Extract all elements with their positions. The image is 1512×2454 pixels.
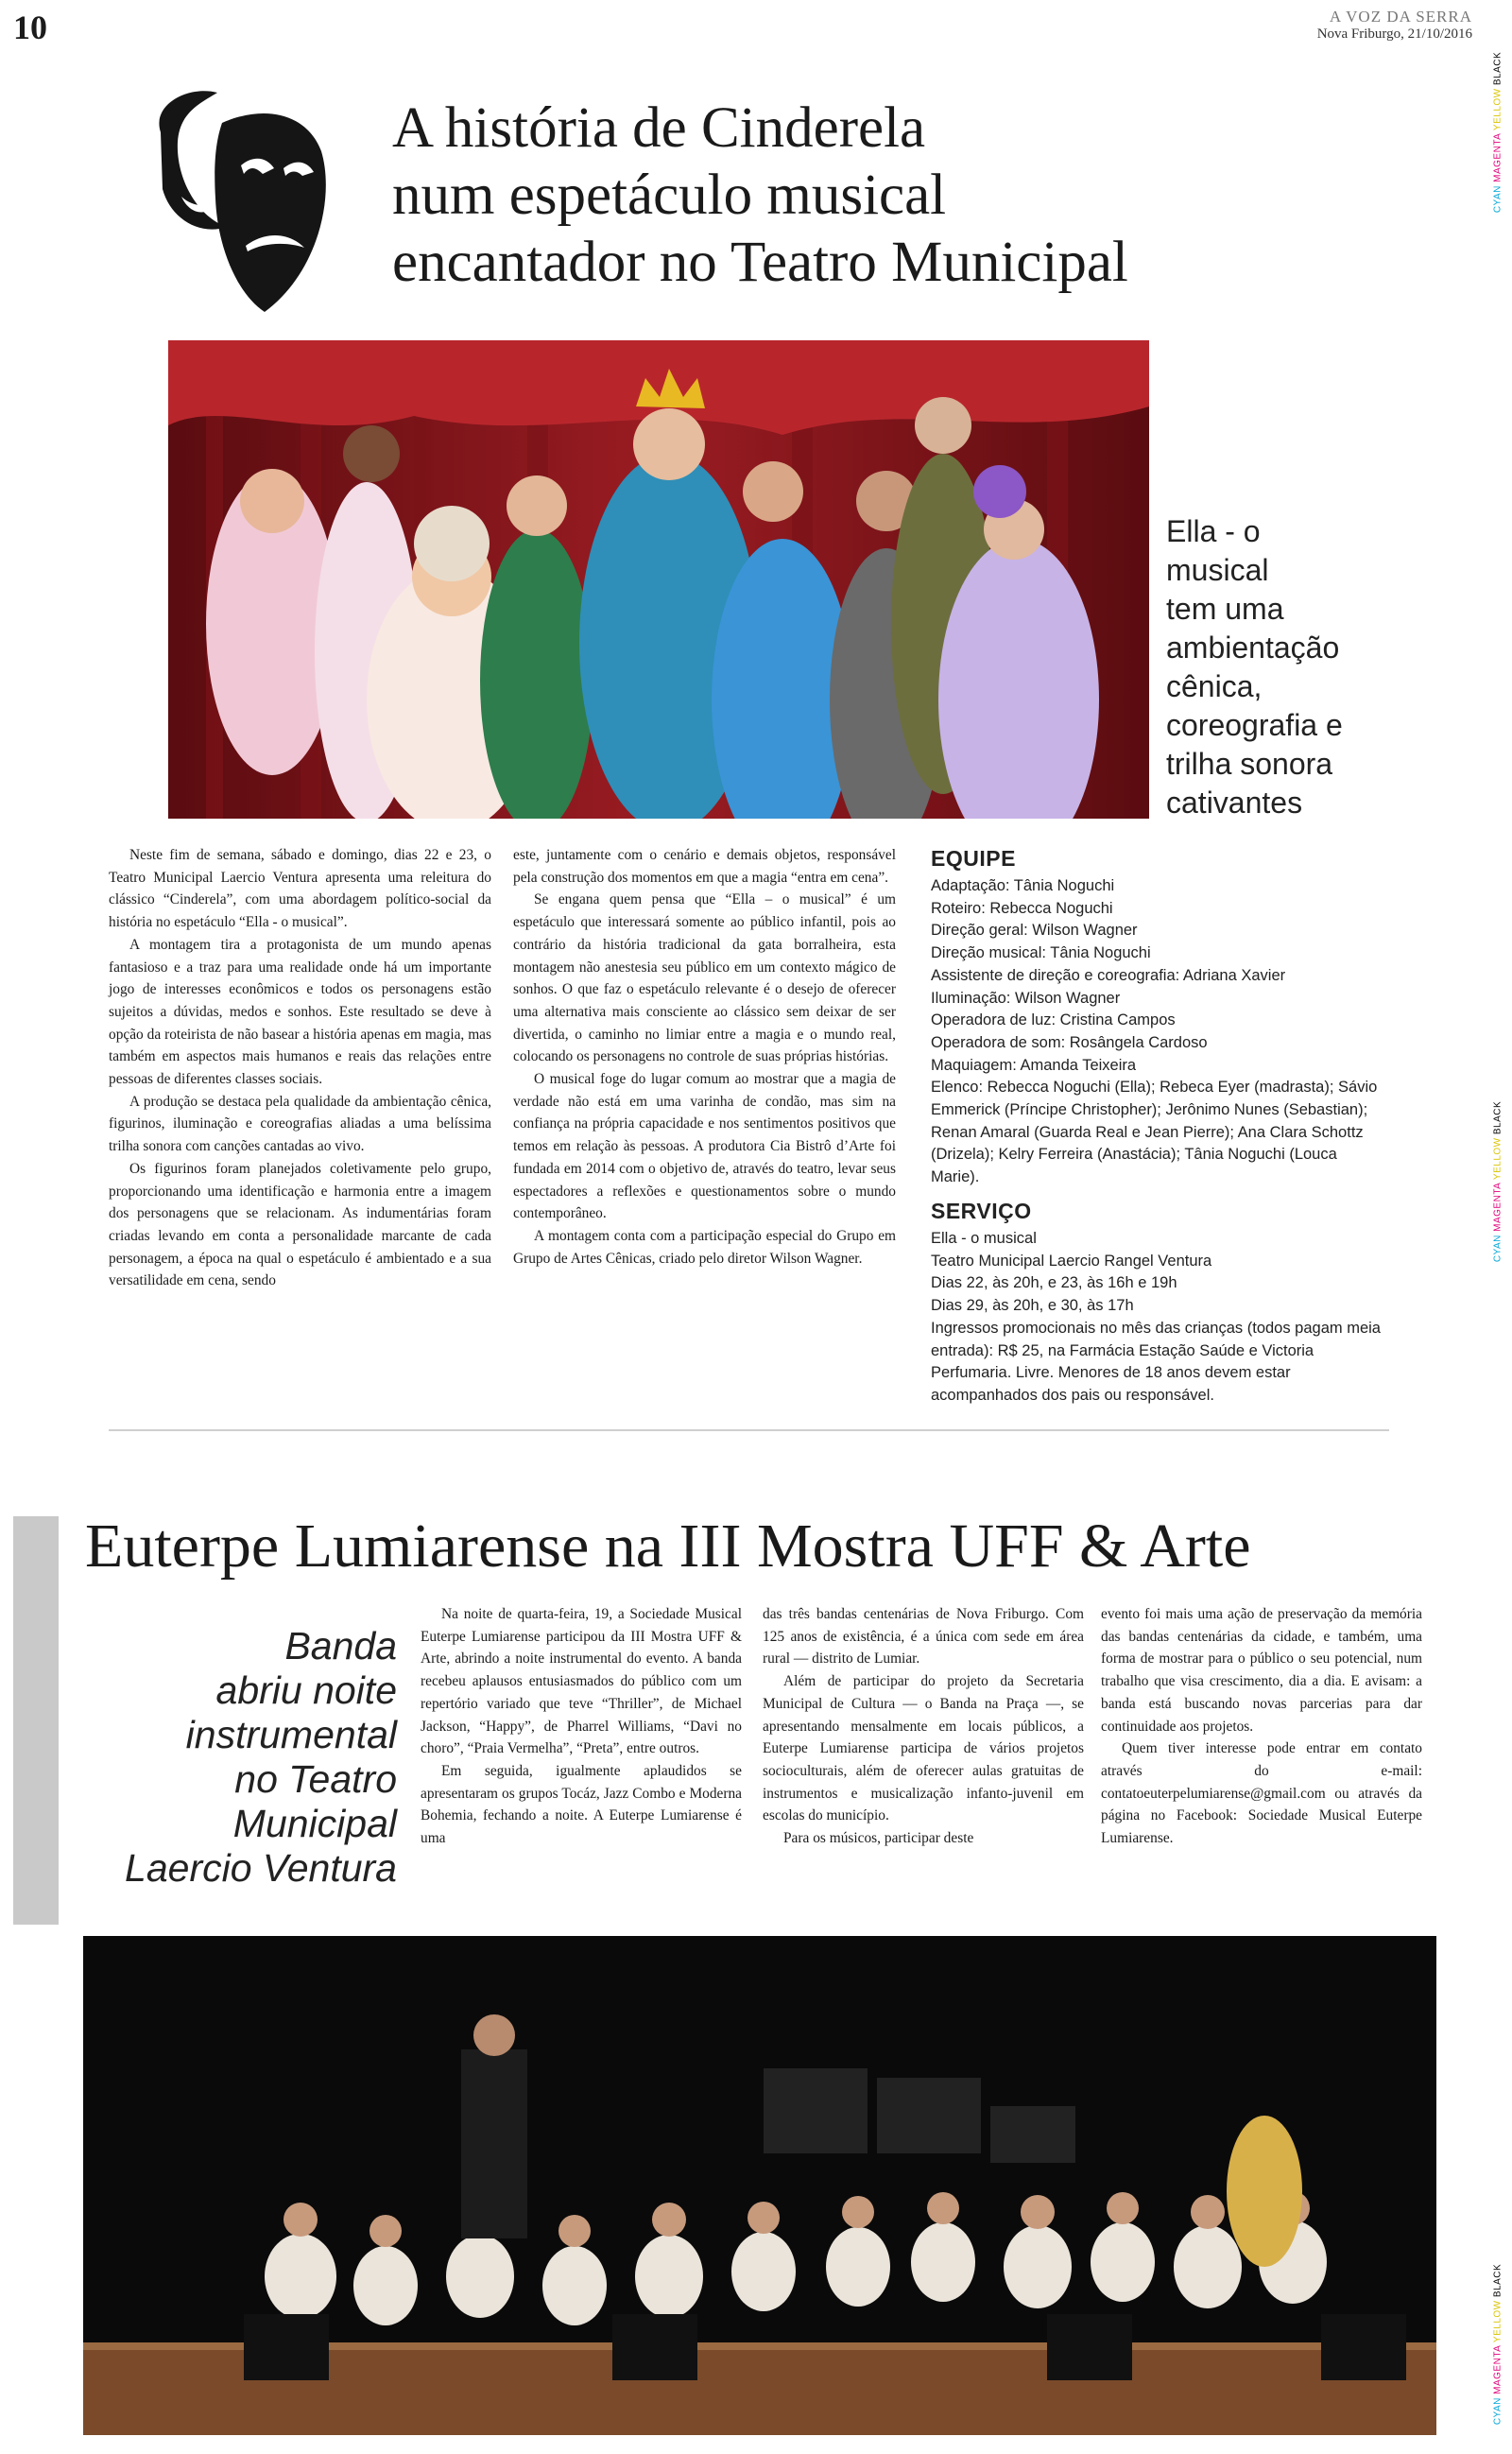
masthead xyxy=(1317,8,1472,43)
color-registration-bar-top: CYAN MAGENTA YELLOW BLACK xyxy=(1492,51,1503,214)
article2-column-1: Na noite de quarta-feira, 19, a Sociedade Musical Euterpe Lumiarense participou da III Mostra UFF & Arte, abrindo a noite instrumental do evento. A banda recebeu aplausos entusiasmados do público com um repertório variado que teve “Thriller”, de Michael Jackson, “Happy”, de Pharrel Williams, “Davi no choro”, “Praia Vermelha”, “Preta”, entre outros. Em seguida, igualmente aplaudidos se apresentaram os grupos Tocáz, Jazz Combo e Moderna Bohemia, fechando a noite. A Euterpe Lumiarense é uma xyxy=(421,1606,742,1847)
section-marker-bar xyxy=(13,1516,59,1925)
article1-column-2: este, juntamente com o cenário e demais objetos, responsável pela construção dos momentos em que a magia “entra em cena”. Se engana quem pensa que “Ella – o musical” é um espetáculo que interessará somente ao público infantil, pois ao contrário da história tradicional da gata borralheira, esta montagem não anestesia seu público em um contexto mágico de sonhos. O que faz o espetáculo relevante é o desejo de oferecer uma alternativa mais consciente ao clássico sem deixar de ser divertida, o caminho no limiar entre a magia e o mundo real, colocando os personagens no controle de suas próprias histórias. O musical foge do lugar comum ao mostrar que a magia de verdade não está em uma varinha de condão, mas sim na confiança na própria capacidade e nos sentimentos positivos que temos em relação às pessoas. A produtora Cia Bistrô d’Arte foi fundada em 2014 com o objetivo de, através do teatro, levar seus espectadores a reflexões e questionamentos sobre o mundo contemporâneo. A montagem conta com a participação especial do Grupo em Grupo de Artes Cênicas, criado pelo diretor Wilson Wagner. xyxy=(513,847,896,1267)
equipe-box: EQUIPE Adaptação: Tânia Noguchi Roteiro: Rebecca Noguchi Direção geral: Wilson Wagner Direção musical: Tânia Noguchi Assistente de direção e coreografia: Adriana Xavier Iluminação: Wilson Wagner Operadora de luz: Cristina Campos Operadora de som: Rosângela Cardoso Maquiagem: Amanda Teixeira Elenco: Rebecca Noguchi (Ella); Rebeca Eyer (madrasta); Sávio Emmerick (Príncipe Christopher); Jerônimo Nunes (Sebastian); Renan Amaral (Guarda Real e Jean Pierre); Ana Clara Schottz (Drizela); Kelry Ferreira (Anastácia); Tânia Noguchi (Louca Marie). xyxy=(931,846,1389,1189)
article2-lede: Banda abriu noite instrumental no Teatro Municipal Laercio Ventura xyxy=(125,1624,397,1890)
date-line: Nova Friburgo, 21/10/2016 xyxy=(1316,26,1472,42)
section-divider xyxy=(109,1429,1389,1431)
theater-masks-icon xyxy=(142,76,387,321)
band-photo xyxy=(83,1936,1436,2435)
servico-title: SERVIÇO xyxy=(931,1199,1032,1223)
color-registration-bar-middle: CYAN MAGENTA YELLOW BLACK xyxy=(1492,1100,1503,1263)
color-registration-bar-bottom: CYAN MAGENTA YELLOW BLACK xyxy=(1492,2263,1503,2426)
paper-name: A VOZ DA SERRA xyxy=(1329,8,1472,26)
cast-photo xyxy=(168,340,1149,819)
article1-column-1: Neste fim de semana, sábado e domingo, dias 22 e 23, o Teatro Municipal Laercio Ventura apresenta uma releitura do clássico “Cinderela”, com uma abordagem político-social da história no espetáculo “Ella - o musical”. A montagem tira a protagonista de um mundo apenas fantasioso e a traz para uma realidade onde há um importante jogo de interesses econômicos e todos os personagens estão sujeitos a dúvidas, medos e sonhos. Este resultado se deve à opção da roteirista de não basear a história apenas em magia, mas também em aspectos mais humanos e reais das relações entre pessoas de diferentes classes sociais. A produção se destaca pela qualidade da ambientação cênica, figurinos, iluminação e coreografias aliadas a uma belíssima trilha sonora com canções cantadas ao vivo. Os figurinos foram planejados coletivamente pelo grupo, proporcionando uma identificação e harmonia entre a imagem dos personagens que se relacionam. As indumentárias foram criadas levando em conta a personalidade marcante de cada personagem, a época na qual o espetáculo é ambientado e a sua versatilidade em cena, sendo xyxy=(109,847,491,1289)
servico-box: SERVIÇO Ella - o musical Teatro Municipal Laercio Rangel Ventura Dias 22, às 20h, e 23, às 16h e 19h Dias 29, às 20h, e 30, às 17h Ingressos promocionais no mês das crianças (todos pagam meia entrada): R$ 25, na Farmácia Estação Saúde e Victoria Perfumaria. Livre. Menores de 18 anos devem estar acompanhados dos pais ou responsável. xyxy=(931,1199,1389,1408)
pullquote: Ella - o musical tem uma ambientação cênica, coreografia e trilha sonora cativantes xyxy=(1166,514,1343,820)
article1-headline: A história de Cinderela num espetáculo musical encantador no Teatro Municipal xyxy=(392,96,1128,294)
equipe-title: EQUIPE xyxy=(931,846,1016,871)
article2-column-3: evento foi mais uma ação de preservação da memória das bandas centenárias da cidade, e também, uma forma de mostrar para o público o seu potencial, num trabalho que visa crescimento, dia a dia. E avisam: a banda está buscando novas parcerias para dar continuidade aos projetos. Quem tiver interesse pode entrar em contato através do e-mail: contatoeuterpelumiarense@gmail.com ou através da página no Facebook: Sociedade Musical Euterpe Lumiarense. xyxy=(1101,1606,1422,1847)
page-number: 10 xyxy=(13,9,47,46)
article2-column-2: das três bandas centenárias de Nova Friburgo. Com 125 anos de existência, é a única com sede em área rural — distrito de Lumiar. Além de participar do projeto da Secretaria Municipal de Cultura — o Banda na Praça —, se apresentando mensalmente em locais públicos, a Euterpe Lumiarense participa de vários projetos socioculturais, além de oferecer aulas gratuitas de instrumentos e musicalização infanto-juvenil em escolas do município. Para os músicos, participar deste xyxy=(763,1606,1084,1847)
article2-headline: Euterpe Lumiarense na III Mostra UFF & Arte xyxy=(85,1512,1251,1581)
